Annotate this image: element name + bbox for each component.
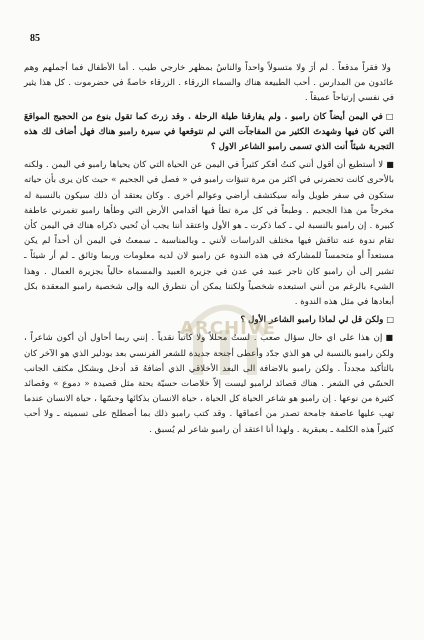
paragraph-text: إن هذا على اي حال سؤال صعب . لستُ محللاً ولا كاتباً نقدياً . إنني ربما أحاول أن أكون شاعراً ، ولكن رامبو بالنسبة لي هو الذي جدّد وأعطى أجنحة جديدة للشعر الفرنسي بعد بودلير الذي هو الآخر كان بالتأكيد مجدداً . ولكن رامبو بالاضافة الى البعد الأخلاقي الذي أضافهُ قد أدخل وبشكل مكثف الجانب الحسّي في الشعر . هناك قصائد لرامبو ليست إلاّ خلاصات حسيّة بحتة مثل قصيدة « دموع » وقصائد كثيرة من نوعها . إن رامبو هو شاعر الحياة كل الحياة ، حياة الانسان بذكائها وحسّها ، حياة الانسان عندما تهب عليها عاصفة جامحة تصدر من أعماقها . وقد كتب رامبو ذلك بما أصطلح على تسميته ـ ولا أحب كثيراً هذه الكلمة ـ بعبقرية . ولهذا أنا اعتقد أن رامبو شاعر لم يُسبق . [24, 333, 394, 435]
answer-marker-icon: ■ [386, 160, 394, 170]
article-body [24, 60, 394, 438]
question-marker-icon: □ [385, 111, 394, 121]
paragraph-text: لا أستطيع أن أقول أنني كنتُ أفكر كثيراً في اليمن عن الحياة التي كان يحياها رامبو في اليمن . ولكنه بالأحرى كانت تحضرني في اكثر من مرة تنبؤات رامبو في « فصل في الجحيم » حيث كان يرى بأن حياته ستكون في سفر طويل وأنه سيكتشف أراضي وعوالم أخرى . وكان يعتقد أن ذلك سيكون بالنسبة له مخرجاً من هذا الجحيم . وطبعاً في كل مرة تطأ فيها أقدامي الأرض التي وطأها رامبو تغمرني عاطفة كبيرة . إن رامبو بالنسبة لي ـ كما ذكرت ـ هو الأول واعتقد أننا يجب أن نُحيي ذكراه هناك في اليمن كأن تقام ندوة عنه تناقش فيها مختلف الدراسات لأنني ـ وبالمناسبة ـ سمعتُ في اليمن أن أحداً لم يكن مستعداً أو متحمساً للمشاركة في هذه الندوة عن رامبو لان لديه معلومات وربما وثائق ـ لم أر شيئاً ـ تشير إلى أن رامبو كان تاجر عبيد في عدن في جزيرة العبيد والمسماة حالياً بجزيرة العمال . وهذا الشيء بالرغم من أنني استبعده شخصياً ولكننا يمكن أن نتطرق اليه وإلى شخصية رامبو المعقدة بكل أبعادها في مثل هذه الندوة . [24, 160, 394, 308]
paragraph-2 [24, 109, 394, 156]
page-number: 85 [30, 33, 40, 44]
paragraph-text: في اليمن أيضاً كان رامبو . ولم يفارقنا طيلة الرحلة . وقد زرتَ كما تقول بنوع من الحجيج المواقعَ التي كان فيها وشهدتَ الكثير من المفاجآت التي لم نتوقعها في سيرة رامبو هناك فهل أضاف لك هذه التجربة شيئاً أنت الذي تسمى رامبو الشاعر الاول ؟ [24, 111, 394, 153]
watermark-text: ARCHIVE [180, 318, 276, 339]
paragraph-text: ولا فقراً مدقعاً . لم أرَ ولا متسولاً واحداً والناسُ بمظهر خارجي طيب . أما الأطفال فما أجملهم وهم عائدون من المدارس . أحب الطبيعة هناك والسماء الزرقاء . الزرقاء خاصةً في حضرموت . كل هذا يثير في نفسي إرتياحاً عميقاً . [24, 63, 394, 104]
paragraph-3 [24, 157, 394, 310]
answer-marker-icon: ■ [385, 333, 394, 343]
question-marker-icon: □ [386, 315, 394, 325]
paragraph-5 [24, 330, 394, 437]
paragraph-1 [24, 60, 394, 107]
paragraph-text: ولكن قل لي لماذا رامبو الشاعر الأول ؟ [240, 315, 384, 326]
